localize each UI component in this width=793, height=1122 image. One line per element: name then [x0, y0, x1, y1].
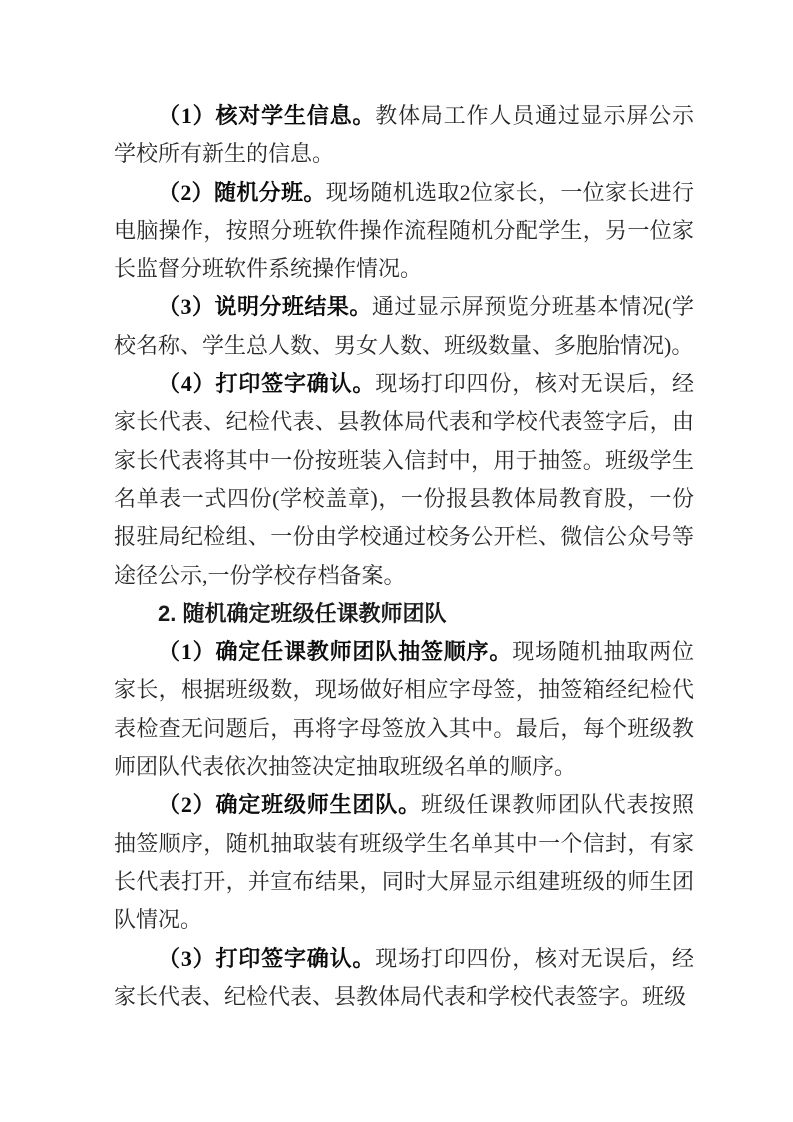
- step-title-bold: （2）确定班级师生团队。: [158, 792, 421, 818]
- section-2-heading: 2. 随机确定班级任课教师团队: [158, 600, 447, 626]
- step-title-bold: （1）确定任课教师团队抽签顺序。: [158, 639, 513, 665]
- procedure-step-paragraph: [114, 365, 694, 595]
- step-title-bold: （1）核对学生信息。: [158, 103, 376, 128]
- procedure-step-paragraph: [114, 940, 694, 1017]
- procedure-step-paragraph: [114, 288, 694, 365]
- step-description: 现场打印四份，核对无误后，经家长代表、纪检代表、县教体局代表和学校代表签字后，由家长代表将其中一份按班装入信封中，用于抽签。班级学生名单表一式四份(学校盖章)，一份报县教体局教育股，一份报驻局纪检组、一份由学校通过校务公开栏、微信公众号等途径公示,一份学校存档备案。: [114, 371, 694, 588]
- step-title-bold: （2）随机分班。: [158, 179, 326, 205]
- step-description: 现场打印四份，核对无误后，经家长代表、纪检代表、县教体局代表和学校代表签字。班级: [114, 945, 694, 1009]
- step-title-bold: （3）打印签字确认。: [158, 945, 376, 971]
- step-description: 通过显示屏预览分班基本情况(学校名称、学生总人数、男女人数、班级数量、多胞胎情况)。: [114, 294, 694, 358]
- step-description: 班级任课教师团队代表按照抽签顺序，随机抽取装有班级学生名单其中一个信封，有家长代表打开，并宣布结果，同时大屏显示组建班级的师生团队情况。: [114, 792, 694, 933]
- step-title-bold: （3）说明分班结果。: [158, 294, 372, 320]
- procedure-step-paragraph: [114, 786, 694, 939]
- procedure-step-paragraph: [114, 97, 694, 174]
- document-text-block: [114, 97, 694, 1016]
- step-description: 教体局工作人员通过显示屏公示学校所有新生的信息。: [114, 103, 694, 167]
- step-title-bold: （4）打印签字确认。: [158, 371, 376, 397]
- procedure-step-paragraph: [114, 633, 694, 786]
- procedure-step-paragraph: [114, 174, 694, 289]
- step-description: 现场随机选取2位家长，一位家长进行电脑操作，按照分班软件操作流程随机分配学生，另一位家长监督分班软件系统操作情况。: [114, 179, 694, 282]
- step-description: 现场随机抽取两位家长，根据班级数，现场做好相应字母签，抽签箱经纪检代表检查无问题后，再将字母签放入其中。最后，每个班级教师团队代表依次抽签决定抽取班级名单的顺序。: [114, 639, 694, 780]
